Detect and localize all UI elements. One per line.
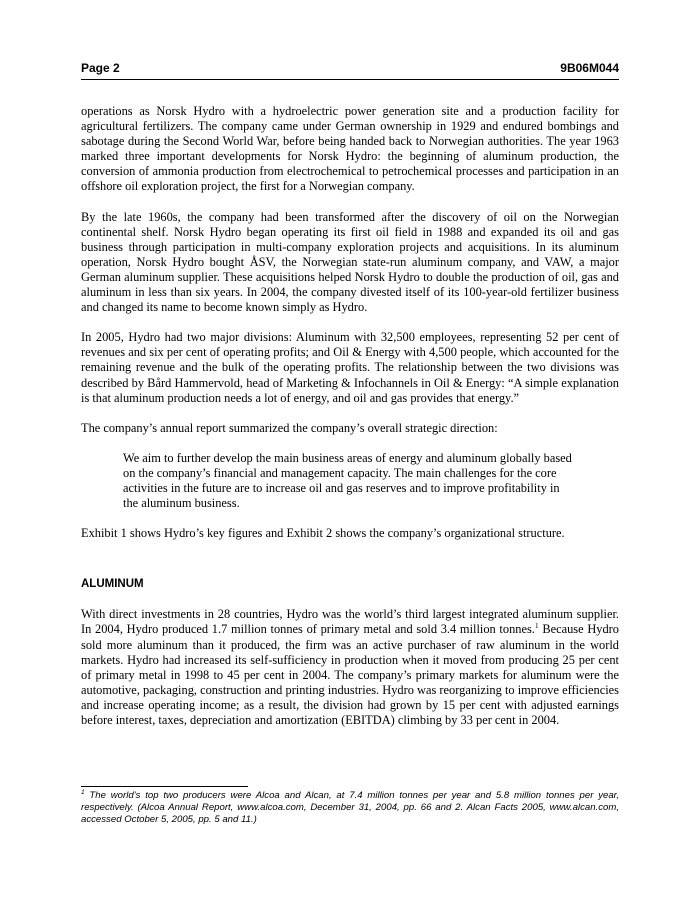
paragraph-divisions: In 2005, Hydro had two major divisions: Aluminum with 32,500 employees, representing 52 per cent of revenues and six per cent of operating profits; and Oil & Energy with 4,500 people, which accounted for the remaining revenue and the bulk of the operating profits. The relationship between the two divisions was described by Bård Hammervold, head of Marketing & Infochannels in Oil & Energy: “A simple explanation is that aluminum production needs a lot of energy, and oil and gas provides that energy.” (81, 330, 619, 405)
paragraph-oil-discovery: By the late 1960s, the company had been transformed after the discovery of oil on the Norwegian continental shelf. Norsk Hydro began operating its first oil field in 1988 and expanded its oil and gas business through participation in multi-company exploration projects and acquisitions. In its aluminum operation, Norsk Hydro bought ÅSV, the Norwegian state-run aluminum company, and VAW, a major German aluminum supplier. These acquisitions helped Norsk Hydro to double the production of oil, gas and aluminum in less than six years. In 2004, the company divested itself of its 100-year-old fertilizer business and changed its name to become known simply as Hydro. (81, 209, 619, 315)
block-quote: We aim to further develop the main business areas of energy and aluminum globally based on the company’s financial and management capacity. The main challenges for the core activities in the future are to increase oil and gas reserves and to improve profitability in the aluminum business. (123, 450, 572, 511)
paragraph-aluminum (81, 607, 619, 728)
document-code: 9B06M044 (560, 61, 619, 75)
page-number: Page 2 (81, 61, 120, 75)
footnote-reference: 1 (534, 621, 539, 631)
document-body (81, 104, 619, 743)
paragraph-exhibits: Exhibit 1 shows Hydro’s key figures and Exhibit 2 shows the company’s organizational structure. (81, 526, 565, 541)
footnote (81, 790, 619, 827)
paragraph-annual-report: The company’s annual report summarized the company’s overall strategic direction: (81, 420, 498, 435)
footnote-divider (81, 786, 248, 787)
section-heading: ALUMINUM (81, 578, 144, 591)
paragraph-history: operations as Norsk Hydro with a hydroelectric power generation site and a production facility for agricultural fertilizers. The company came under German ownership in 1929 and endured bombings and sabotage during the Second World War, before being handed back to Norwegian authorities. The year 1963 marked three important developments for Norsk Hydro: the beginning of aluminum production, the conversion of ammonia production from electrochemical to petrochemical processes and participation in an offshore oil exploration project, the first for a Norwegian company. (81, 104, 619, 194)
aluminum-text-part2: Because Hydro sold more aluminum than it produced, the firm was an active purchaser of raw aluminum in the world markets. Hydro had increased its self-sufficiency in production when it moved from producing 25 per cent of primary metal in 1998 to 45 per cent in 2004. The company’s primary markets for aluminum were the automotive, packaging, construction and printing industries. Hydro was reorganizing to improve efficiencies and increase operating income; as a result, the division had grown by 15 per cent with adjusted earnings before interest, taxes, depreciation and amortization (EBITDA) climbing by 33 per cent in 2004. (81, 622, 620, 727)
footnote-text: The world’s top two producers were Alcoa and Alcan, at 7.4 million tonnes per year and 5.8 million tonnes per year, respectively. (Alcoa Annual Report, www.alcoa.com, December 31, 2004, pp. 66 and 2. Alcan Facts 2005, www.alcan.com, accessed October 5, 2005, pp. 5 and 11.) (81, 790, 619, 826)
footnote-marker: 1 (81, 788, 85, 796)
aluminum-text-part1: With direct investments in 28 countries, Hydro was the world’s third largest integrated aluminum supplier. In 2004, Hydro produced 1.7 million tonnes of primary metal and sold 3.4 million tonnes. (81, 607, 619, 637)
page-header (81, 61, 619, 79)
header-divider (81, 79, 619, 80)
